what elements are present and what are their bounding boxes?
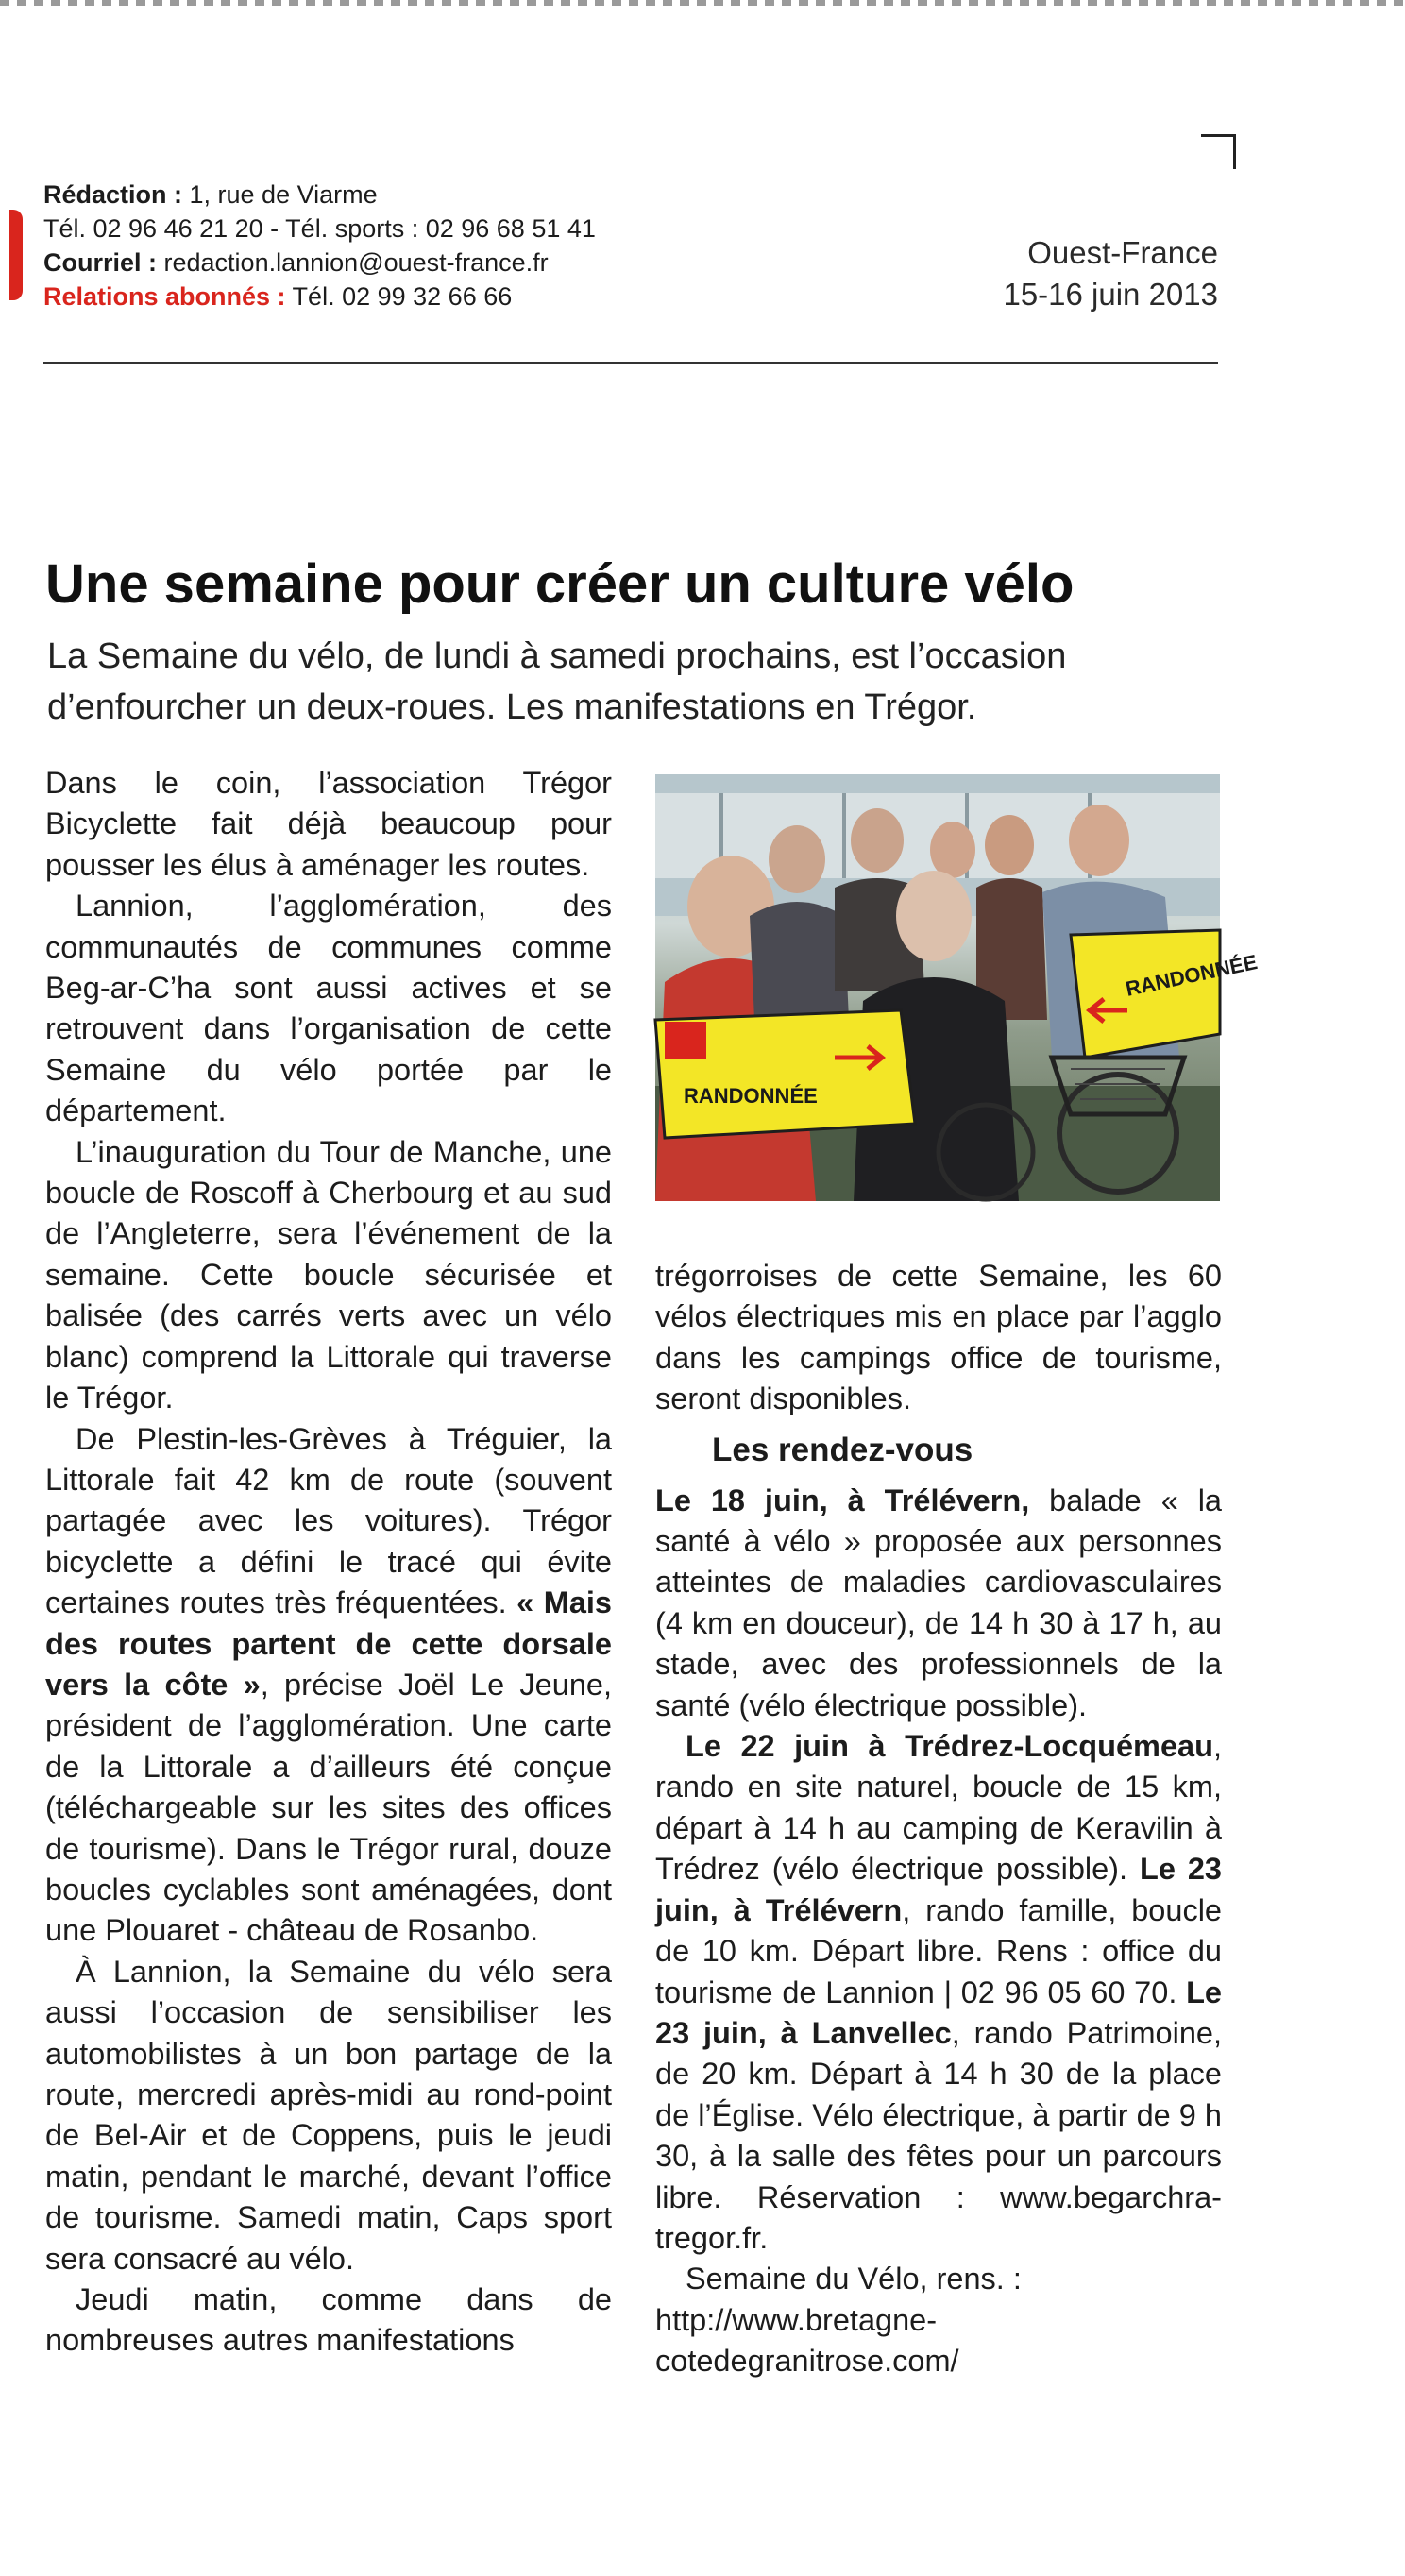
subscribers-line — [43, 280, 704, 314]
paragraph-3: L’inauguration du Tour de Manche, une boucle de Roscoff à Cherbourg et au sud de l’Angleterre, sera l’événement de la semaine. Cette boucle sécurisée et balisée (des carrés verts avec un vélo blanc) comprend la Littorale qui traverse le Trégor. — [45, 1134, 612, 1415]
paper-date: 15-16 juin 2013 — [1003, 277, 1218, 312]
header-divider — [43, 362, 1218, 364]
paragraph-4 — [45, 1419, 612, 1952]
event-18-juin-text: balade « la santé à vélo » proposée aux personnes atteintes de maladies cardiovasculaires (4 km en douceur), de 14 h 30 à 17 h, au stade, avec des professionnels de la santé (vélo électrique possible). — [655, 1483, 1222, 1722]
email-label: Courriel : — [43, 248, 158, 277]
address-label: Rédaction : — [43, 180, 183, 209]
paragraph-4-end: , précise Joël Le Jeune, président de l’agglomération. Une carte de la Littorale a d’ailleurs été conçue (téléchargeable sur les sites des offices de tourisme). Dans le Trégor rural, douze boucles cyclables sont aménagées, dont une Plouaret - château de Rosanbo. — [45, 1667, 613, 1948]
subscribers-label: Relations abonnés : — [43, 282, 286, 311]
article-headline: Une semaine pour créer un culture vélo — [45, 553, 1075, 615]
event-22-juin-text: , rando en site naturel, boucle de 15 km, départ à 14 h au camping de Keravilin à Trédrez (vélo électrique possible). — [655, 1729, 1222, 1887]
address-value: 1, rue de Viarme — [182, 180, 378, 209]
event-18-juin — [655, 1481, 1222, 1726]
phone-line: Tél. 02 96 46 21 20 - Tél. sports : 02 96 68 51 41 — [43, 214, 596, 243]
paragraph-4-start: De Plestin-les-Grèves à Tréguier, la Littorale fait 42 km de route (souvent partagée avec les voitures). Trégor bicyclette a défini le tracé qui évite certaines routes très fréquentées. — [45, 1421, 612, 1620]
article-photo — [655, 774, 1260, 1201]
photo-illustration — [655, 774, 1260, 1201]
paragraph-2: Lannion, l’agglomération, des communautés de communes comme Beg-ar-C’ha sont aussi actives et se retrouvent dans l’organisation de cette Semaine du vélo portée par le département. — [45, 889, 612, 1128]
address-line — [43, 178, 704, 212]
page-edge-dashes — [0, 0, 1405, 6]
article-column-right — [655, 1256, 1222, 2382]
event-22-23-juin — [655, 1726, 1222, 2259]
article-column-left — [45, 763, 612, 2362]
paragraph-6-start: Jeudi matin, comme dans de nombreuses autres manifestations — [45, 2282, 612, 2358]
event-23-juin-trelevern-date: Le 23 juin, à Trélévern — [655, 1852, 1223, 1927]
article-standfirst: La Semaine du vélo, de lundi à samedi prochains, est l’occasion d’enfourcher un deux-roues. Les manifestations en Trégor. — [47, 636, 1067, 727]
event-23-juin-lanvellec-date: Le 23 juin, à Lanvellec — [655, 1974, 1222, 2050]
email-line — [43, 246, 704, 280]
photo-sign-right-text: RANDONNÉE — [1123, 949, 1260, 1001]
paragraph-5: À Lannion, la Semaine du vélo sera aussi l’occasion de sensibiliser les automobilistes à un bon partage de la route, mercredi après-midi au rond-point de Bel-Air et de Coppens, puis le jeudi matin, pendant le marché, devant l’office de tourisme. Samedi matin, Caps sport sera consacré au vélo. — [45, 1954, 612, 2276]
event-22-juin-date: Le 22 juin à Trédrez-Locquémeau — [686, 1729, 1213, 1764]
masthead-contacts — [43, 178, 704, 314]
crop-corner-mark — [1201, 134, 1236, 169]
paper-name: Ouest-France — [1027, 235, 1218, 270]
rendezvous-heading: Les rendez-vous — [712, 1431, 973, 1468]
event-23-juin-lanvellec-text: , rando Patrimoine, de 20 km. Départ à 14 h 30 de la place de l’Église. Vélo électrique, à partir de 9 h 30, à la salle des fêtes pour un parcours libre. Réservation : www.begarchra-tregor.fr. — [655, 2015, 1222, 2255]
paragraph-4-quote: « Mais des routes partent de cette dorsale vers la côte » — [45, 1585, 613, 1702]
closing-info: Semaine du Vélo, rens. : http://www.bretagne-cotedegranitrose.com/ — [655, 2262, 1022, 2379]
email-value: redaction.lannion@ouest-france.fr — [157, 248, 549, 277]
event-23-juin-trelevern-text: , rando famille, boucle de 10 km. Départ libre. Rens : office du tourisme de Lannion | 02 96 05 60 70. — [655, 1892, 1222, 2009]
subscribers-value: Tél. 02 99 32 66 66 — [285, 282, 513, 311]
paper-info — [1003, 232, 1218, 315]
paragraph-1: Dans le coin, l’association Trégor Bicyclette fait déjà beaucoup pour pousser les élus à aménager les routes. — [45, 766, 612, 882]
paragraph-6-end: trégorroises de cette Semaine, les 60 vélos électriques mis en place par l’agglo dans les campings office de tourisme, seront disponibles. — [655, 1259, 1222, 1416]
photo-sign-left-text: RANDONNÉE — [684, 1084, 818, 1108]
page-margin-red-mark — [9, 210, 23, 300]
event-18-juin-date: Le 18 juin, à Trélévern, — [655, 1483, 1030, 1517]
